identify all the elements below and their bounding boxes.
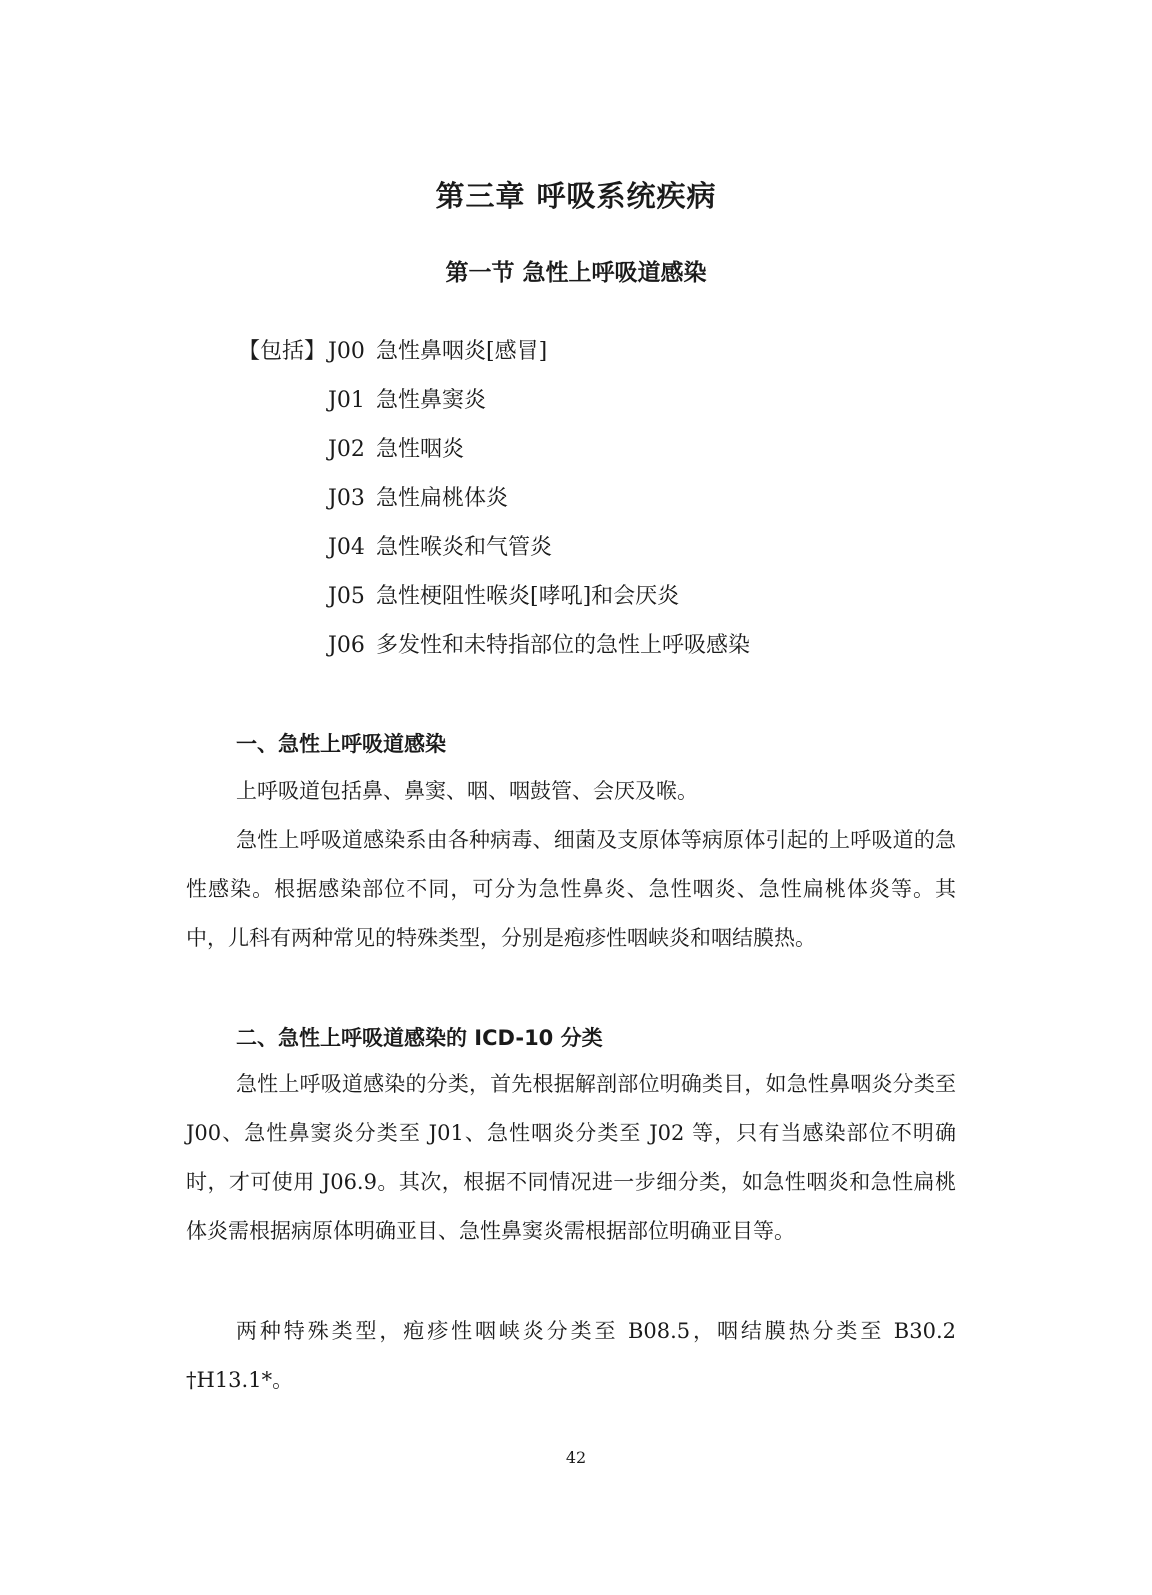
paragraph: 两种特殊类型，疱疹性咽峡炎分类至 B08.5，咽结膜热分类至 B30.2 †H13.1*。 xyxy=(186,1319,956,1392)
page-number: 42 xyxy=(565,1448,587,1467)
list-code: J00 xyxy=(328,339,365,364)
section-title: 第一节 急性上呼吸道感染 xyxy=(445,260,707,286)
paragraph: 急性上呼吸道感染的分类，首先根据解剖部位明确类目，如急性鼻咽炎分类至 J00、急性鼻窦炎分类至 J01、急性咽炎分类至 J02 等，只有当感染部位不明确时，才可使用 J06.9。其次，根据不同情况进一步细分类，如急性咽炎和急性扁桃体炎需根据病原体明确亚目、急性鼻窦炎需根据部位明确亚目等。 xyxy=(186,1072,956,1243)
list-code: J02 xyxy=(328,437,365,462)
section-heading-2: 二、急性上呼吸道感染的 ICD-10 分类 xyxy=(236,1026,603,1050)
list-code: J05 xyxy=(328,584,365,609)
list-item xyxy=(238,628,750,677)
list-code: J04 xyxy=(328,535,365,560)
list-text: 急性鼻窦炎 xyxy=(376,388,487,413)
list-text: 急性鼻咽炎[感冒] xyxy=(376,339,548,364)
paragraph: 急性上呼吸道感染系由各种病毒、细菌及支原体等病原体引起的上呼吸道的急性感染。根据感染部位不同，可分为急性鼻炎、急性咽炎、急性扁桃体炎等。其中，儿科有两种常见的特殊类型，分别是疱疹性咽峡炎和咽结膜热。 xyxy=(186,828,956,950)
list-item xyxy=(238,432,750,481)
list-text: 急性喉炎和气管炎 xyxy=(376,535,553,560)
paragraph: 上呼吸道包括鼻、鼻窦、咽、咽鼓管、会厌及喉。 xyxy=(236,779,698,803)
list-text: 急性扁桃体炎 xyxy=(376,486,509,511)
list-item xyxy=(238,334,750,383)
list-item xyxy=(238,383,750,432)
list-text: 急性咽炎 xyxy=(376,437,465,462)
chapter-title: 第三章 呼吸系统疾病 xyxy=(435,179,717,213)
list-item xyxy=(238,481,750,530)
includes-label: 【包括】 xyxy=(238,339,327,364)
list-code: J03 xyxy=(328,486,365,511)
list-text: 多发性和未特指部位的急性上呼吸感染 xyxy=(376,633,751,658)
list-item xyxy=(238,579,750,628)
section-heading-1: 一、急性上呼吸道感染 xyxy=(236,732,446,756)
includes-list xyxy=(238,334,750,677)
list-code: J06 xyxy=(328,633,365,658)
list-code: J01 xyxy=(328,388,365,413)
list-text: 急性梗阻性喉炎[哮吼]和会厌炎 xyxy=(376,584,680,609)
list-item xyxy=(238,530,750,579)
